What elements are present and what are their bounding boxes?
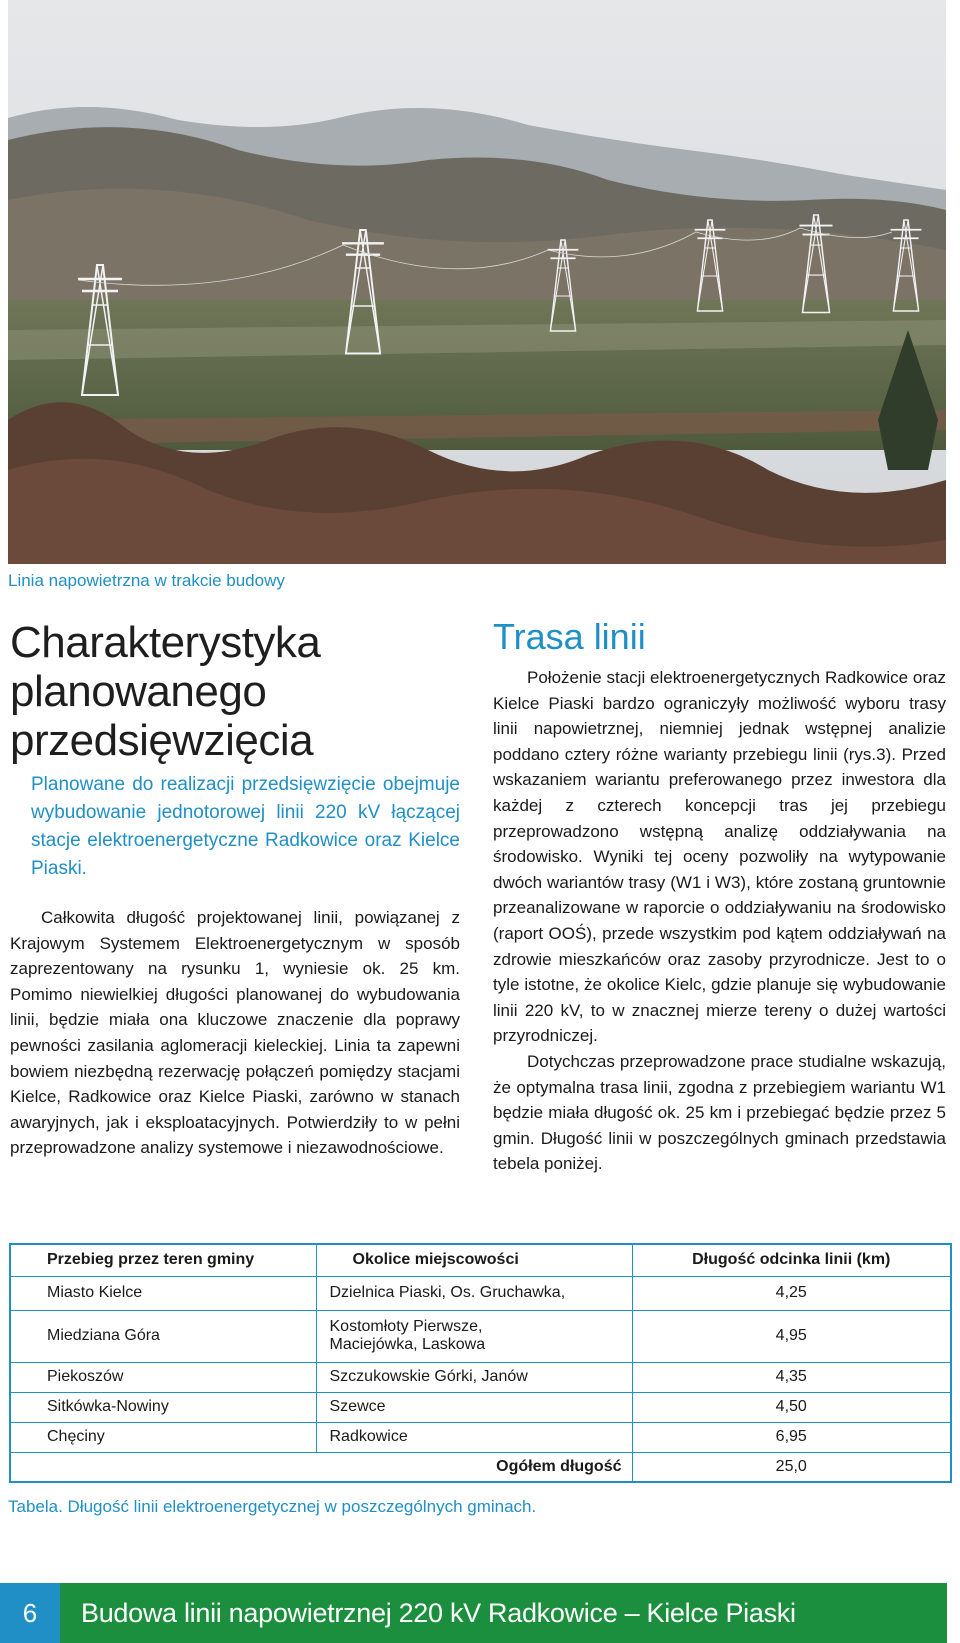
table-cell: Dzielnica Piaski, Os. Gruchawka, [316,1276,632,1310]
photo-caption: Linia napowietrzna w trakcie budowy [8,571,285,590]
table-cell-empty [10,1452,316,1482]
table-cell: Piekoszów [10,1362,316,1392]
left-column [10,618,460,1161]
total-label: Ogółem długość [316,1452,632,1482]
column-header: Okolice miejscowości [316,1244,632,1276]
table-cell: 6,95 [632,1422,951,1452]
table-cell: 4,50 [632,1392,951,1422]
table-row [10,1276,951,1310]
table-cell: Radkowice [316,1422,632,1452]
title-line: przedsięwzięcia [10,716,314,765]
table-total-row [10,1452,951,1482]
cell-line: Maciejówka, Laskowa [329,1336,486,1353]
table-row [10,1422,951,1452]
table-cell: 4,25 [632,1276,951,1310]
table-cell: Sitkówka-Nowiny [10,1392,316,1422]
body-paragraph: Położenie stacji elektroenergetycznych Radkowice oraz Kielce Piaski bardzo ograniczyły możliwość wyboru trasy linii napowietrznej, niemniej jednak wstępnej analizie poddano cztery różne warianty przebiegu linii (rys.3). Przed wskazaniem wariantu preferowanego przez inwestora dla każdej z czterech koncepcji tras jej przebiegu przeprowadzono wstępną analizę oddziaływania na środowisko. Wyniki tej oceny pozwoliły na wytypowanie dwóch wariantów trasy (W1 i W3), które zostaną gruntownie przeanalizowane w raporcie o oddziaływaniu na środowisko (raport OOŚ), przede wszystkim pod kątem oddziaływań na zdrowie mieszkańców oraz zasoby przyrodnicze. Jest to o tyle istotne, że okolice Kielc, gdzie planuje się wybudowanie linii 220 kV, to w znacznej mierze tereny o dużej wartości przyrodniczej. [493,668,946,1046]
table-cell: Miasto Kielce [10,1276,316,1310]
power-line-towers-image [8,0,946,564]
table-header-row [10,1244,951,1276]
right-column [493,616,946,1177]
table-row [10,1392,951,1422]
table-caption: Tabela. Długość linii elektroenergetycznej w poszczególnych gminach. [8,1497,537,1516]
page-footer [0,1583,947,1643]
column-header: Przebieg przez teren gminy [10,1244,316,1276]
route-title: Trasa linii [493,616,646,657]
table-row [10,1362,951,1392]
table-cell: Miedziana Góra [10,1310,316,1362]
section-title [10,618,460,765]
route-length-table [9,1243,952,1483]
table-cell: Chęciny [10,1422,316,1452]
total-value: 25,0 [632,1452,951,1482]
body-paragraph: Całkowita długość projektowanej linii, powiązanej z Krajowym Systemem Elektroenergetycznym w sposób zaprezentowany na rysunku 1, wyniesie ok. 25 km. Pomimo niewielkiej długości planowanej do wybudowania linii, będzie miała ona kluczowe znaczenie dla poprawy pewności zasilania aglomeracji kieleckiej. Linia ta zapewni bowiem niezbędną rezerwację połączeń pomiędzy stacjami Kielce, Radkowice oraz Kielce Piaski, zarówno w stanach awaryjnych, jak i eksploatacyjnych. Potwierdziły to w pełni przeprowadzone analizy systemowe i niezawodnościowe. [10,908,460,1158]
lead-paragraph: Planowane do realizacji przedsięwzięcie obejmuje wybudowanie jednotorowej linii 220 kV łączącej stacje elektroenergetyczne Radkowice oraz Kielce Piaski. [31,774,460,879]
page-number: 6 [0,1583,60,1643]
column-header: Długość odcinka linii (km) [632,1244,951,1276]
footer-title: Budowa linii napowietrznej 220 kV Radkowice – Kielce Piaski [81,1597,796,1628]
table-cell [316,1310,632,1362]
body-paragraph: Dotychczas przeprowadzone prace studialne wskazują, że optymalna trasa linii, zgodna z przebiegiem wariantu W1 będzie miała długość ok. 25 km i przebiegać będzie przez 5 gmin. Długość linii w poszczególnych gminach przedstawia tebela poniżej. [493,1051,946,1174]
cell-line: Kostomłoty Pierwsze, [329,1318,483,1335]
table-cell: 4,95 [632,1310,951,1362]
title-line: Charakterystyka [10,618,321,667]
table-cell: Szewce [316,1392,632,1422]
table-cell: Szczukowskie Górki, Janów [316,1362,632,1392]
landscape-photo [8,0,946,564]
table-cell: 4,35 [632,1362,951,1392]
table-row [10,1310,951,1362]
title-line: planowanego [10,667,267,716]
